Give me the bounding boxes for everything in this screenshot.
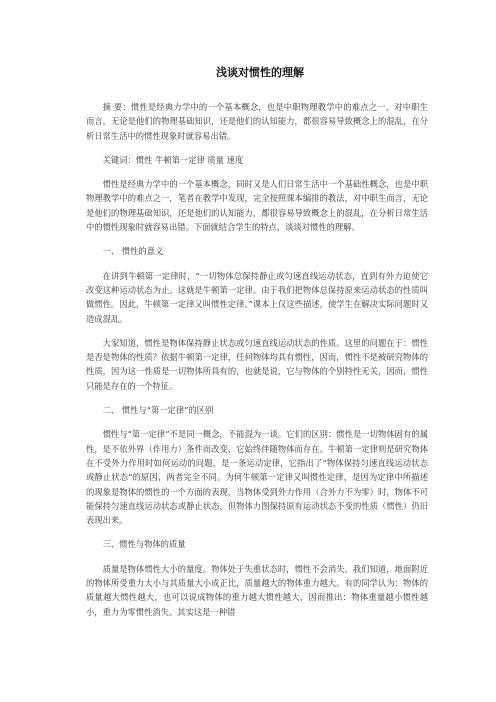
intro-paragraph: 惯性是经典力学中的一个基本概念，同时又是人们日常生活中一个基础性概念，也是中职物理教学中的难点之一，笔者在教学中发现，完全按照课本编排的教法，对中职生而言，无论是他们的物理基础知识，还是他们的认知能力，都很容易导致概念上的混乱，在分析日常生活中的惯性现象时就容易出错。下面就结合学生的特点，谈谈对惯性的理解。: [86, 179, 428, 233]
section-heading-3: 三、惯性与物体的质量: [102, 539, 186, 550]
section3-paragraph-1: 质量是物体惯性大小的量度。物体处于失重状态时，惯性不会消失。我们知道，地面附近的物体所受重力大小与其质量大小成正比，质量越大的物体重力越大。有的同学认为：物体的质量越大惯性越大，也可以说成物体的重力越大惯性越大，因而推出：物体重量越小惯性越小，重力为零惯性消失。其实这是一种错: [86, 563, 428, 617]
keywords-line: 关键词：惯性 牛顿第一定律 质量 速度: [102, 154, 244, 165]
abstract-paragraph: 摘 要：惯性是经典力学中的一个基本概念，也是中职物理教学中的难点之一。对中职生而言，无论是他们的物理基础知识，还是他们的认知能力，都很容易导致概念上的混乱，在分析日常生活中的惯性现象时就容易出错。: [86, 102, 428, 141]
section-heading-1: 一、 惯性的意义: [102, 246, 164, 257]
section1-paragraph-1: 在讲到牛顿第一定律时，“一切物体总保持静止或匀速直线运动状态，直到有外力迫使它改变这种运动状态为止。这就是牛顿第一定律。由于我们把物体总保持原来运动状态的性质叫做惯性。因此，牛顿第一定律又叫惯性定律。”课本上仅这些描述，使学生在解决实际问题时又造成混乱。: [86, 270, 428, 324]
paper-title: 浅谈对惯性的理解: [216, 66, 304, 79]
section2-paragraph-1: 惯性与“第一定律”不是同一概念，不能混为一谈。它们的区别：惯性是一切物体固有的属性，是不依外界（作用力）条件而改变，它始终伴随物体而存在。牛顿第一定律则是研究物体在不受外力作用时如何运动的问题，是一条运动定律，它指出了“物体保持匀速直线运动状态或静止状态”的原因，两者完全不同。为何牛顿第一定律又叫惯性定律，是因为定律中所描述的现象是物体的惯性的一个方面的表现，当物体受到外力作用（合外力不为零）时，物体不可能保持匀速直线运动状态或静止状态，但物体力图保持原有运动状态不变的性质（惯性）仍旧表现出来。: [86, 429, 428, 526]
section-heading-2: 二、 惯性与“第一定律”的区别: [102, 405, 214, 416]
section1-paragraph-2: 大家知道，惯性是物体保持静止状态或匀速直线运动状态的性质。这里的问题在于：惯性是否是物体的性质？依据牛顿第一定律，任何物体均具有惯性，因而，惯性不是被研究物体的性质，因为这一性质是一切物体所具有的，也就是说，它与物体的个别特性无关，因而，惯性只能是存在的一个特征。: [86, 337, 428, 391]
